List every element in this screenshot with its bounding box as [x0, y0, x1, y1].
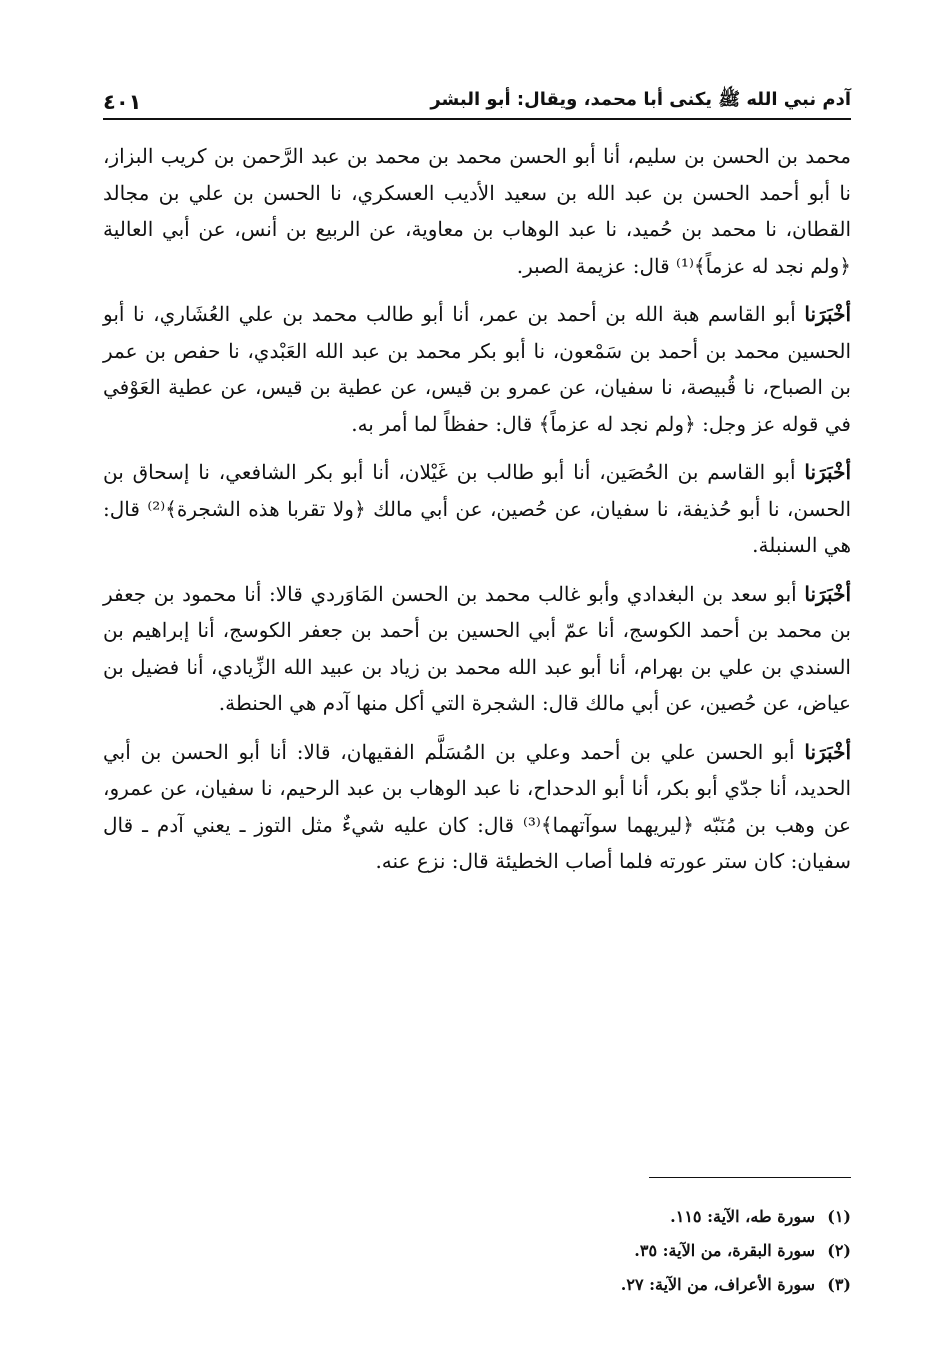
paragraph-1: [103, 138, 851, 284]
footnote-2: [103, 1234, 851, 1268]
footnote-1: [103, 1200, 851, 1234]
footnote-text: سورة البقرة، من الآية: ٣٥.: [634, 1241, 815, 1260]
running-header: [103, 84, 851, 120]
paragraph-lead: أخْبَرَنا: [804, 739, 851, 764]
paragraph-text: محمد بن الحسن بن سليم، أنا أبو الحسن محمد بن محمد بن عبد الرَّحمن بن كريب البزاز، نا أبو أحمد الحسن بن عبد الله بن سعيد الأديب العسكري، نا الحسن بن علي بن مجالد القطان، نا محمد بن حُميد، نا عبد الوهاب بن معاوية، عن الربيع بن أنس، عن أبي العالية ﴿ولم نجد له عزماً﴾⁽¹⁾ قال: عزيمة الصبر.: [103, 144, 851, 278]
header-title: آدم نبي الله ﷺ يكنى أبا محمد، ويقال: أبو البشر: [430, 89, 851, 110]
footnote-number: (٢): [827, 1241, 851, 1260]
paragraph-2: [103, 296, 851, 442]
footnote-number: (١): [827, 1207, 851, 1226]
paragraph-lead: أخْبَرَنا: [804, 302, 851, 326]
paragraph-text: أبو الحسن علي بن أحمد وعلي بن المُسَلَّم الفقيهان، قالا: أنا أبو الحسن بن أبي الحديد، أنا جدّي أبو بكر، أنا أبو الدحداح، نا عبد الوهاب بن عبد الرحيم، نا سفيان، عن عمرو، عن وهب بن مُنَبّه ﴿ليريهما سوآتهما﴾⁽³⁾ قال: كان عليه شيءٌ مثل التوز ـ يعني آدم ـ قال سفيان: كان ستر عورته فلما أصاب الخطيئة قال: نزع عنه.: [103, 739, 851, 873]
footnotes: [103, 1200, 851, 1302]
paragraph-text: أبو القاسم بن الحُصَين، أنا أبو طالب بن غَيْلان، أنا أبو بكر الشافعي، نا إسحاق بن الحسن، نا أبو حُذيفة، نا سفيان، عن حُصين، عن أبي مالك ﴿ولا تقربا هذه الشجرة﴾⁽²⁾ قال: هي السنبلة.: [103, 460, 851, 557]
footnote-3: [103, 1268, 851, 1302]
paragraph-lead: أخْبَرَنا: [804, 581, 851, 606]
footnote-number: (٣): [827, 1275, 851, 1294]
paragraph-3: [103, 454, 851, 564]
footnote-divider: [649, 1177, 851, 1178]
page-number: ٤٠١: [103, 90, 142, 114]
paragraph-text: أبو سعد بن البغدادي وأبو غالب محمد بن الحسن المَاوَردي قالا: أنا محمود بن جعفر بن محمد بن أحمد الكوسج، أنا عمّ أبي الحسين بن أحمد بن جعفر الكوسج، أنا إبراهيم بن السندي بن علي بن بهرام، أنا أبو عبد الله محمد بن زياد بن عبيد الله الزِّيادي، أنا فضيل بن عياض، عن حُصين، عن أبي مالك قال: الشجرة التي أكل منها آدم هي الحنطة.: [103, 581, 851, 715]
paragraph-text: أبو القاسم هبة الله بن أحمد بن عمر، أنا أبو طالب محمد بن علي العُشَاري، نا أبو الحسين محمد بن أحمد بن سَمْعون، نا أبو بكر محمد بن عبد الله العَبْدي، نا حفص بن عمر بن الصباح، نا قُبيصة، نا سفيان، عن عمرو بن قيس، عن عطية بن قيس، عن عطية العَوْفي في قوله عز وجل: ﴿ولم نجد له عزماً﴾ قال: حفظاً لما أمر به.: [103, 302, 852, 436]
paragraph-lead: أخْبَرَنا: [804, 460, 851, 484]
footnote-text: سورة الأعراف، من الآية: ٢٧.: [620, 1275, 815, 1294]
footnote-text: سورة طه، الآية: ١١٥.: [670, 1207, 815, 1226]
paragraph-5: [103, 734, 851, 880]
paragraph-4: [103, 576, 851, 722]
main-text: [103, 138, 851, 880]
